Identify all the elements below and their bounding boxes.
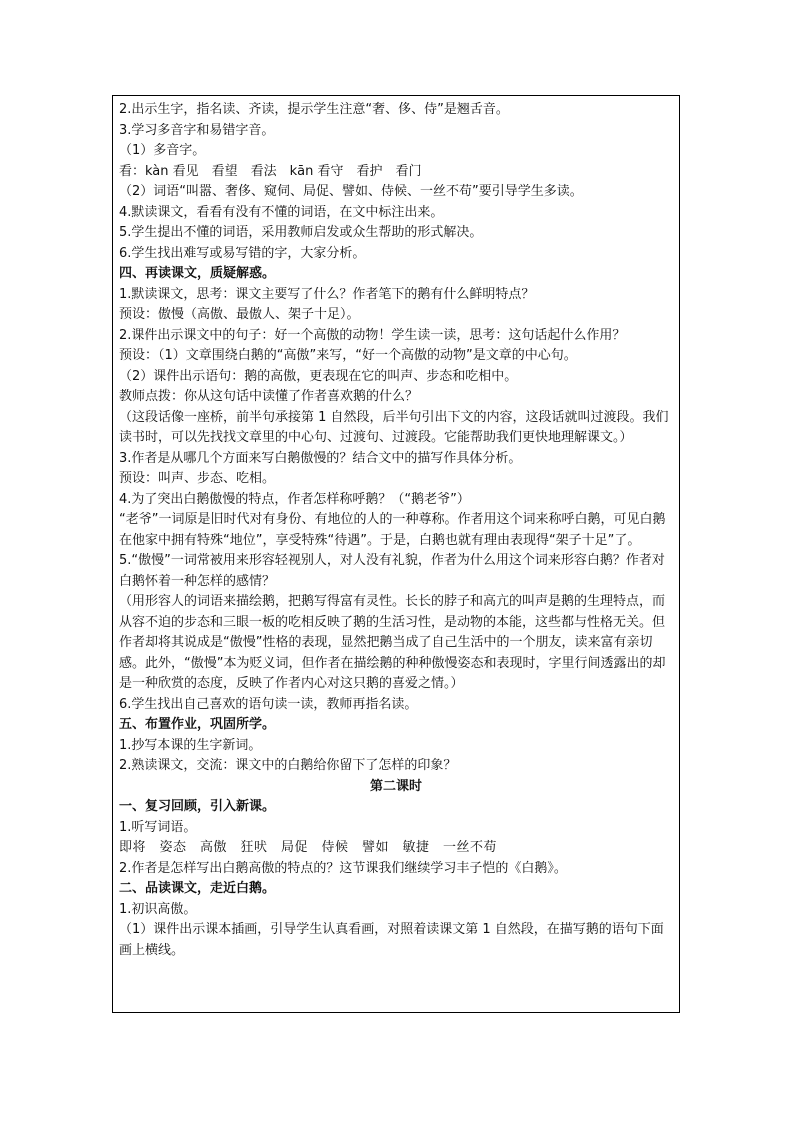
text-line: 3.学习多音字和易错字音。 bbox=[119, 122, 275, 138]
lesson-plan-table-cell bbox=[112, 95, 680, 1013]
lesson-content bbox=[113, 96, 679, 961]
text-line: 预设：叫声、步态、吃相。 bbox=[119, 471, 276, 486]
text-line: （1）多音字。 bbox=[119, 143, 206, 158]
text-paragraph: “老爷”一词原是旧时代对有身份、有地位的人的一种尊称。作者用这个词来称呼白鹅，可见白鹅在他家中拥有特殊“地位”，享受特殊“待遇”。于是，白鹅也就有理由表现得“架子十足”了。 bbox=[119, 512, 666, 548]
text-line: 看：kàn 看见 看望 看法 kān 看守 看护 看门 bbox=[119, 163, 422, 179]
text-line: 5.学生提出不懂的词语，采用教师启发或众生帮助的形式解决。 bbox=[119, 225, 483, 240]
text-line: （2）词语“叫嚣、奢侈、窥伺、局促、譬如、侍候、一丝不苟”要引导学生多读。 bbox=[119, 184, 583, 199]
text-line: 6.学生找出自己喜欢的语句读一读，教师再指名读。 bbox=[119, 696, 418, 712]
text-line: 1.默读课文，思考：课文主要写了什么？作者笔下的鹅有什么鲜明特点？ bbox=[119, 286, 535, 302]
text-line: 1.抄写本课的生字新词。 bbox=[119, 737, 262, 753]
section-heading: 二、品读课文，走近白鹅。 bbox=[119, 881, 276, 896]
text-line: 6.学生找出难写或易写错的字，大家分析。 bbox=[119, 245, 366, 261]
text-line: 3.作者是从哪几个方面来写白鹅傲慢的？结合文中的描写作具体分析。 bbox=[119, 450, 522, 466]
text-line: （2）课件出示语句：鹅的高傲，更表现在它的叫声、步态和吃相中。 bbox=[119, 368, 518, 384]
section-heading: 五、布置作业，巩固所学。 bbox=[119, 717, 276, 732]
text-line: 2.出示生字，指名读、齐读，提示学生注意“奢、侈、侍”是翘舌音。 bbox=[119, 102, 509, 117]
text-line: 2.课件出示课文中的句子：好一个高傲的动物！学生读一读，思考：这句话起什么作用？ bbox=[119, 327, 626, 343]
text-paragraph: （1）课件出示课本插画，引导学生认真看画，对照着读课文第 1 自然段，在描写鹅的语句下面画上横线。 bbox=[119, 922, 664, 958]
text-line: 预设：傲慢（高傲、最傲人、架子十足）。 bbox=[119, 307, 360, 322]
section-heading: 四、再读课文，质疑解惑。 bbox=[119, 266, 276, 281]
lesson-period-title: 第二课时 bbox=[369, 778, 422, 794]
text-line: 2.作者是怎样写出白鹅高傲的特点的？这节课我们继续学习丰子恺的《白鹅》。 bbox=[119, 860, 567, 876]
text-line: 4.为了突出白鹅傲慢的特点，作者怎样称呼鹅？（“鹅老爷”） bbox=[119, 491, 470, 507]
text-paragraph: 5.“傲慢”一词常被用来形容轻视别人，对人没有礼貌，作者为什么用这个词来形容白鹅？作者对白鹅怀着一种怎样的感情？ bbox=[119, 553, 665, 589]
text-paragraph: （这段话像一座桥，前半句承接第 1 自然段，后半句引出下文的内容，这段话就叫过渡段。我们读书时，可以先找找文章里的中心句、过渡句、过渡段。它能帮助我们更快地理解课文。） bbox=[119, 409, 669, 445]
text-line: 2.熟读课文，交流：课文中的白鹅给你留下了怎样的印象？ bbox=[119, 758, 457, 773]
text-line: 1.听写词语。 bbox=[119, 819, 197, 835]
text-line: 教师点拨：你从这句话中读懂了作者喜欢鹅的什么？ bbox=[119, 389, 419, 404]
text-line: 1.初识高傲。 bbox=[119, 901, 197, 917]
section-heading: 一、复习回顾，引入新课。 bbox=[119, 799, 276, 814]
text-line: 预设：（1）文章围绕白鹅的“高傲”来写，“好一个高傲的动物”是文章的中心句。 bbox=[119, 348, 577, 363]
text-line: 即将 姿态 高傲 狂吠 局促 侍候 譬如 敏捷 一丝不苟 bbox=[119, 840, 498, 855]
text-line: 4.默读课文，看看有没有不懂的词语，在文中标注出来。 bbox=[119, 204, 444, 220]
text-paragraph: （用形容人的词语来描绘鹅，把鹅写得富有灵性。长长的脖子和高亢的叫声是鹅的生理特点，而从容不迫的步态和三眼一板的吃相反映了鹅的生活习性，是动物的本能，这些都与性格无关。但作者却将其说成是“傲慢”性格的表现，显然把鹅当成了自己生活中的一个朋友，读来富有亲切感。此外，“傲慢”本为贬义词，但作者在描绘鹅的种种傲慢姿态和表现时，字里行间透露出的却是一种欣赏的态度，反映了作者内心对这只鹅的喜爱之情。） bbox=[119, 594, 666, 691]
